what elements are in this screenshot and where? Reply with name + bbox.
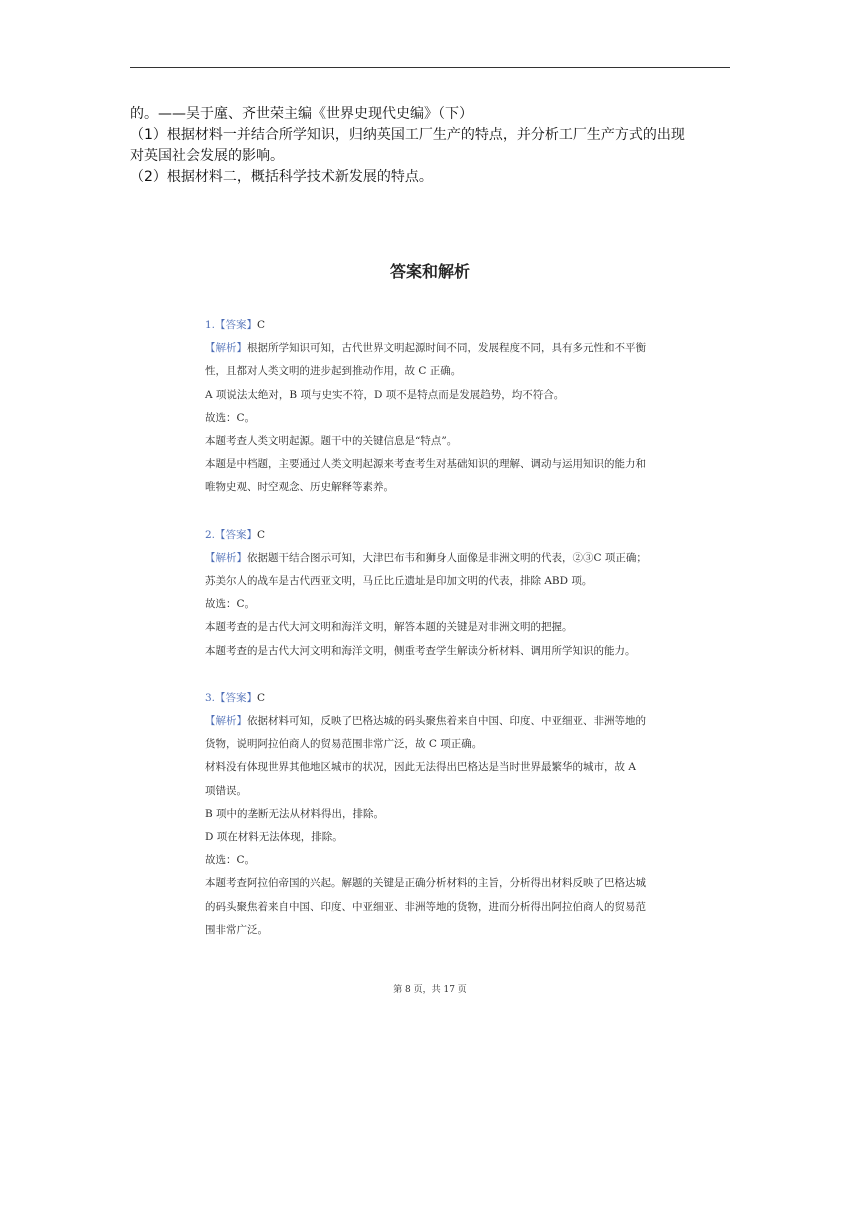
- analysis-tag: 【解析】: [205, 715, 247, 728]
- answer-line: [205, 687, 665, 710]
- analysis-line: B 项中的垄断无法从材料得出，排除。: [205, 807, 385, 820]
- analysis-line: A 项说法太绝对，B 项与史实不符，D 项不是特点而是发展趋势，均不符合。: [205, 388, 565, 401]
- answer-value: C: [257, 528, 266, 541]
- answer-tag: 【答案】: [215, 528, 258, 541]
- analysis-line: [205, 337, 665, 360]
- analysis-line: 本题考查的是古代大河文明和海洋文明，解答本题的关键是对非洲文明的把握。: [205, 621, 573, 634]
- analysis-line: 项错误。: [205, 784, 247, 797]
- analysis-text: 根据所学知识可知，古代世界文明起源时间不同，发展程度不同，具有多元性和不平衡: [247, 342, 646, 355]
- question-line: 对英国社会发展的影响。: [130, 148, 284, 164]
- answer-tag: 【答案】: [215, 691, 258, 704]
- analysis-line: 苏美尔人的战车是古代西亚文明，马丘比丘遗址是印加文明的代表，排除 ABD 项。: [205, 575, 593, 588]
- analysis-line: 故选：C。: [205, 598, 256, 611]
- analysis-text: 依据题干结合图示可知，大津巴布韦和狮身人面像是非洲文明的代表，②③C 项正确；: [247, 551, 647, 564]
- header-rule: [130, 67, 730, 68]
- analysis-tag: 【解析】: [205, 342, 247, 355]
- answer-item-2: [205, 524, 665, 663]
- question-line: 的。——吴于廑、齐世荣主编《世界史现代史编》（下）: [130, 106, 473, 122]
- question-text-block: [130, 104, 735, 188]
- analysis-line: 材料没有体现世界其他地区城市的状况，因此无法得出巴格达是当时世界最繁华的城市，故 A: [205, 761, 636, 774]
- analysis-line: 性，且都对人类文明的进步起到推动作用，故 C 正确。: [205, 365, 462, 378]
- answer-tag: 【答案】: [215, 319, 258, 331]
- section-heading: 答案和解析: [389, 262, 470, 281]
- analysis-line: 货物，说明阿拉伯商人的贸易范围非常广泛，故 C 项正确。: [205, 738, 483, 751]
- answer-line: [205, 524, 665, 547]
- answers-section: [205, 314, 665, 966]
- analysis-line: 围非常广泛。: [205, 923, 268, 936]
- answer-value: C: [257, 691, 266, 704]
- page-number-footer: 第 8 页，共 17 页: [393, 985, 467, 995]
- analysis-line: 本题考查阿拉伯帝国的兴起。解题的关键是正确分析材料的主旨，分析得出材料反映了巴格达城: [205, 877, 646, 890]
- analysis-line: [205, 710, 665, 733]
- answer-item-3: [205, 687, 665, 942]
- analysis-tag: 【解析】: [205, 551, 247, 564]
- item-number: 1.: [205, 319, 216, 331]
- item-number: 3.: [205, 691, 216, 704]
- analysis-line: 唯物史观、时空观念、历史解释等素养。: [205, 481, 394, 494]
- analysis-line: 本题是中档题，主要通过人类文明起源来考查考生对基础知识的理解、调动与运用知识的能力和: [205, 458, 646, 471]
- answer-value: C: [257, 319, 266, 331]
- analysis-line: 的码头聚焦着来自中国、印度、中亚细亚、非洲等地的货物，进而分析得出阿拉伯商人的贸易范: [205, 900, 646, 913]
- analysis-line: 故选：C。: [205, 854, 256, 867]
- analysis-line: 本题考查人类文明起源。题干中的关键信息是“特点”。: [205, 435, 458, 448]
- analysis-text: 依据材料可知，反映了巴格达城的码头聚焦着来自中国、印度、中亚细亚、非洲等地的: [247, 715, 646, 728]
- item-number: 2.: [205, 528, 216, 541]
- analysis-line: 本题考查的是古代大河文明和海洋文明，侧重考查学生解读分析材料、调用所学知识的能力。: [205, 644, 636, 657]
- question-line: （1）根据材料一并结合所学知识，归纳英国工厂生产的特点，并分析工厂生产方式的出现: [130, 127, 685, 143]
- answer-line: [205, 314, 665, 337]
- analysis-line: [205, 547, 665, 570]
- analysis-line: 故选：C。: [205, 411, 256, 424]
- question-line: （2）根据材料二，概括科学技术新发展的特点。: [130, 169, 433, 185]
- answer-item-1: [205, 314, 665, 500]
- analysis-line: D 项在材料无法体现，排除。: [205, 831, 343, 844]
